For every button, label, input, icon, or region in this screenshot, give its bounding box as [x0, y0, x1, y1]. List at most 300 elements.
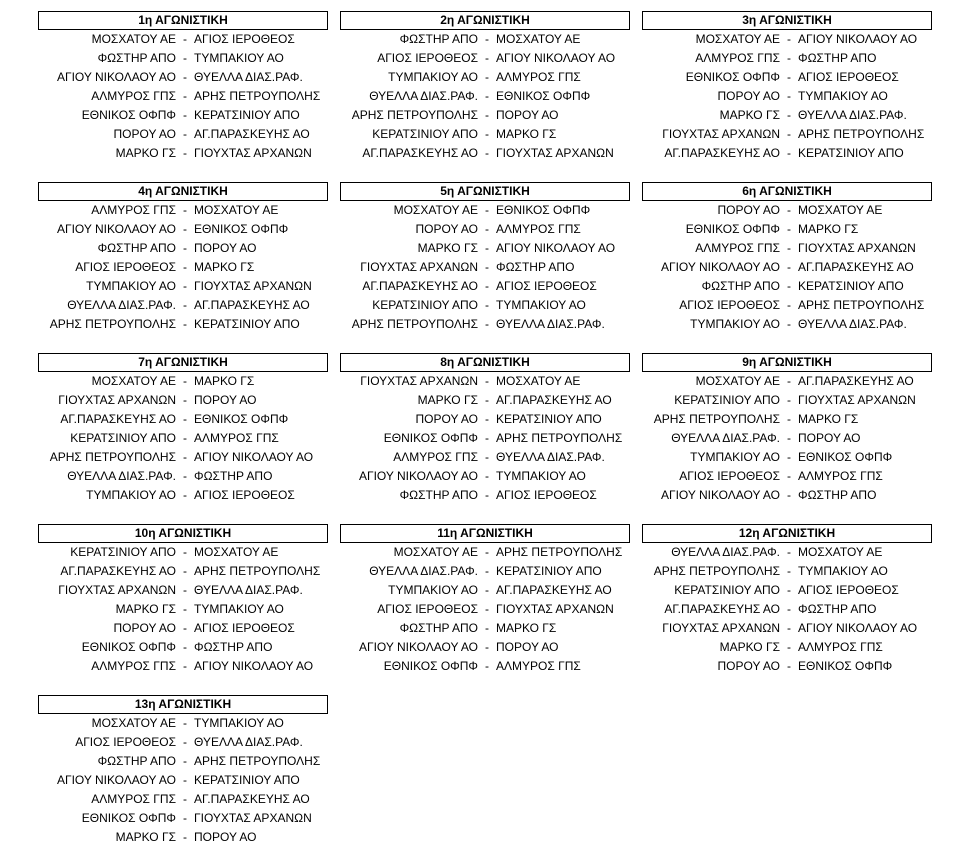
home-team: ΑΓΙΟΥ ΝΙΚΟΛΑΟΥ ΑΟ — [56, 222, 176, 236]
match-row — [340, 429, 630, 448]
match-row — [340, 657, 630, 676]
away-team: ΓΙΟΥΧΤΑΣ ΑΡΧΑΝΩΝ — [194, 279, 312, 293]
match-separator: - — [787, 127, 791, 141]
home-team: ΓΙΟΥΧΤΑΣ ΑΡΧΑΝΩΝ — [58, 393, 176, 407]
away-team: ΚΕΡΑΤΣΙΝΙΟΥ ΑΠΟ — [496, 412, 602, 426]
match-separator: - — [183, 830, 187, 844]
match-row — [642, 581, 932, 600]
match-row — [38, 239, 328, 258]
match-row — [38, 790, 328, 809]
home-team: ΕΘΝΙΚΟΣ ΟΦΠΦ — [685, 222, 780, 236]
match-separator: - — [485, 70, 489, 84]
away-team: ΜΟΣΧΑΤΟΥ ΑΕ — [496, 374, 581, 388]
away-team: ΓΙΟΥΧΤΑΣ ΑΡΧΑΝΩΝ — [194, 811, 312, 825]
match-separator: - — [787, 298, 791, 312]
match-row — [38, 581, 328, 600]
away-team: ΓΙΟΥΧΤΑΣ ΑΡΧΑΝΩΝ — [798, 241, 916, 255]
away-team: ΚΕΡΑΤΣΙΝΙΟΥ ΑΠΟ — [194, 317, 300, 331]
away-team: ΑΡΗΣ ΠΕΤΡΟΥΠΟΛΗΣ — [798, 298, 925, 312]
away-team: ΑΡΗΣ ΠΕΤΡΟΥΠΟΛΗΣ — [798, 127, 925, 141]
match-separator: - — [485, 374, 489, 388]
away-team: ΘΥΕΛΛΑ ΔΙΑΣ.ΡΑΦ. — [496, 450, 605, 464]
match-separator: - — [183, 241, 187, 255]
match-separator: - — [787, 450, 791, 464]
match-row — [38, 220, 328, 239]
away-team: ΑΓΙΟΥ ΝΙΚΟΛΑΟΥ ΑΟ — [194, 659, 314, 673]
away-team: ΕΘΝΙΚΟΣ ΟΦΠΦ — [496, 89, 591, 103]
match-row — [38, 296, 328, 315]
home-team: ΓΙΟΥΧΤΑΣ ΑΡΧΑΝΩΝ — [360, 374, 478, 388]
match-row — [38, 771, 328, 790]
away-team: ΤΥΜΠΑΚΙΟΥ ΑΟ — [496, 469, 586, 483]
away-team: ΑΓ.ΠΑΡΑΣΚΕΥΗΣ ΑΟ — [194, 127, 310, 141]
match-separator: - — [183, 773, 187, 787]
round-11 — [340, 524, 630, 676]
home-team: ΓΙΟΥΧΤΑΣ ΑΡΧΑΝΩΝ — [662, 621, 780, 635]
match-separator: - — [183, 298, 187, 312]
match-separator: - — [485, 450, 489, 464]
home-team: ΜΟΣΧΑΤΟΥ ΑΕ — [393, 203, 478, 217]
match-row — [642, 106, 932, 125]
away-team: ΑΓ.ΠΑΡΑΣΚΕΥΗΣ ΑΟ — [194, 792, 310, 806]
away-team: ΠΟΡΟΥ ΑΟ — [194, 241, 257, 255]
home-team: ΑΛΜΥΡΟΣ ΓΠΣ — [695, 51, 780, 65]
away-team: ΘΥΕΛΛΑ ΔΙΑΣ.ΡΑΦ. — [194, 70, 303, 84]
round-title: 13η ΑΓΩΝΙΣΤΙΚΗ — [38, 695, 328, 714]
match-row — [642, 201, 932, 220]
home-team: ΠΟΡΟΥ ΑΟ — [113, 127, 176, 141]
round-title: 6η ΑΓΩΝΙΣΤΙΚΗ — [642, 182, 932, 201]
away-team: ΑΓΙΟΥ ΝΙΚΟΛΑΟΥ ΑΟ — [798, 32, 918, 46]
match-row — [340, 562, 630, 581]
away-team: ΜΟΣΧΑΤΟΥ ΑΕ — [194, 545, 279, 559]
home-team: ΘΥΕΛΛΑ ΔΙΑΣ.ΡΑΦ. — [369, 564, 478, 578]
away-team: ΑΓΙΟΥ ΝΙΚΟΛΑΟΥ ΑΟ — [496, 51, 616, 65]
round-3 — [642, 11, 932, 163]
match-row — [340, 581, 630, 600]
match-separator: - — [183, 564, 187, 578]
round-2 — [340, 11, 630, 163]
match-separator: - — [787, 70, 791, 84]
away-team: ΦΩΣΤΗΡ ΑΠΟ — [194, 469, 273, 483]
match-separator: - — [787, 32, 791, 46]
away-team: ΑΓ.ΠΑΡΑΣΚΕΥΗΣ ΑΟ — [194, 298, 310, 312]
home-team: ΜΟΣΧΑΤΟΥ ΑΕ — [91, 374, 176, 388]
home-team: ΓΙΟΥΧΤΑΣ ΑΡΧΑΝΩΝ — [662, 127, 780, 141]
match-separator: - — [787, 488, 791, 502]
home-team: ΚΕΡΑΤΣΙΝΙΟΥ ΑΠΟ — [372, 298, 478, 312]
home-team: ΜΑΡΚΟ ΓΣ — [719, 108, 780, 122]
home-team: ΤΥΜΠΑΚΙΟΥ ΑΟ — [86, 279, 176, 293]
match-separator: - — [183, 203, 187, 217]
away-team: ΤΥΜΠΑΚΙΟΥ ΑΟ — [194, 716, 284, 730]
match-row — [340, 258, 630, 277]
home-team: ΜΟΣΧΑΤΟΥ ΑΕ — [695, 32, 780, 46]
away-team: ΘΥΕΛΛΑ ΔΙΑΣ.ΡΑΦ. — [194, 583, 303, 597]
home-team: ΑΡΗΣ ΠΕΤΡΟΥΠΟΛΗΣ — [49, 450, 176, 464]
match-separator: - — [183, 735, 187, 749]
home-team: ΤΥΜΠΑΚΙΟΥ ΑΟ — [86, 488, 176, 502]
home-team: ΕΘΝΙΚΟΣ ΟΦΠΦ — [81, 811, 176, 825]
match-row — [38, 87, 328, 106]
match-row — [642, 296, 932, 315]
round-1 — [38, 11, 328, 163]
home-team: ΦΩΣΤΗΡ ΑΠΟ — [97, 51, 176, 65]
home-team: ΚΕΡΑΤΣΙΝΙΟΥ ΑΠΟ — [372, 127, 478, 141]
match-row — [340, 239, 630, 258]
round-title: 4η ΑΓΩΝΙΣΤΙΚΗ — [38, 182, 328, 201]
home-team: ΘΥΕΛΛΑ ΔΙΑΣ.ΡΑΦ. — [671, 545, 780, 559]
match-row — [38, 315, 328, 334]
match-row — [642, 258, 932, 277]
match-row — [340, 391, 630, 410]
match-separator: - — [485, 621, 489, 635]
match-separator: - — [787, 412, 791, 426]
match-separator: - — [485, 583, 489, 597]
away-team: ΤΥΜΠΑΚΙΟΥ ΑΟ — [798, 89, 888, 103]
home-team: ΠΟΡΟΥ ΑΟ — [415, 412, 478, 426]
match-row — [38, 752, 328, 771]
away-team: ΑΓ.ΠΑΡΑΣΚΕΥΗΣ ΑΟ — [798, 260, 914, 274]
away-team: ΘΥΕΛΛΑ ΔΙΑΣ.ΡΑΦ. — [798, 317, 907, 331]
match-row — [642, 600, 932, 619]
home-team: ΚΕΡΑΤΣΙΝΙΟΥ ΑΠΟ — [674, 393, 780, 407]
match-separator: - — [183, 431, 187, 445]
match-row — [340, 600, 630, 619]
match-separator: - — [485, 659, 489, 673]
match-separator: - — [183, 127, 187, 141]
match-separator: - — [787, 51, 791, 65]
match-separator: - — [787, 659, 791, 673]
match-row — [340, 619, 630, 638]
away-team: ΑΓΙΟΥ ΝΙΚΟΛΑΟΥ ΑΟ — [194, 450, 314, 464]
away-team: ΑΡΗΣ ΠΕΤΡΟΥΠΟΛΗΣ — [194, 754, 321, 768]
away-team: ΜΟΣΧΑΤΟΥ ΑΕ — [496, 32, 581, 46]
home-team: ΕΘΝΙΚΟΣ ΟΦΠΦ — [383, 659, 478, 673]
away-team: ΚΕΡΑΤΣΙΝΙΟΥ ΑΠΟ — [798, 146, 904, 160]
round-7 — [38, 353, 328, 505]
home-team: ΑΡΗΣ ΠΕΤΡΟΥΠΟΛΗΣ — [49, 317, 176, 331]
home-team: ΤΥΜΠΑΚΙΟΥ ΑΟ — [690, 450, 780, 464]
away-team: ΘΥΕΛΛΑ ΔΙΑΣ.ΡΑΦ. — [496, 317, 605, 331]
home-team: ΕΘΝΙΚΟΣ ΟΦΠΦ — [81, 640, 176, 654]
match-separator: - — [485, 279, 489, 293]
match-separator: - — [183, 469, 187, 483]
home-team: ΜΟΣΧΑΤΟΥ ΑΕ — [393, 545, 478, 559]
away-team: ΦΩΣΤΗΡ ΑΠΟ — [496, 260, 575, 274]
match-separator: - — [787, 621, 791, 635]
home-team: ΦΩΣΤΗΡ ΑΠΟ — [97, 754, 176, 768]
away-team: ΜΑΡΚΟ ΓΣ — [798, 222, 859, 236]
match-separator: - — [183, 450, 187, 464]
match-separator: - — [183, 640, 187, 654]
match-row — [38, 657, 328, 676]
match-row — [642, 30, 932, 49]
away-team: ΤΥΜΠΑΚΙΟΥ ΑΟ — [496, 298, 586, 312]
match-separator: - — [787, 260, 791, 274]
away-team: ΑΡΗΣ ΠΕΤΡΟΥΠΟΛΗΣ — [496, 545, 623, 559]
away-team: ΑΓΙΟΣ ΙΕΡΟΘΕΟΣ — [798, 70, 899, 84]
match-row — [340, 277, 630, 296]
match-separator: - — [183, 32, 187, 46]
away-team: ΦΩΣΤΗΡ ΑΠΟ — [798, 602, 877, 616]
match-separator: - — [183, 754, 187, 768]
match-separator: - — [183, 602, 187, 616]
round-title: 8η ΑΓΩΝΙΣΤΙΚΗ — [340, 353, 630, 372]
match-separator: - — [485, 127, 489, 141]
match-separator: - — [787, 279, 791, 293]
round-4 — [38, 182, 328, 334]
match-separator: - — [485, 640, 489, 654]
home-team: ΑΓ.ΠΑΡΑΣΚΕΥΗΣ ΑΟ — [664, 146, 780, 160]
match-row — [38, 638, 328, 657]
match-separator: - — [485, 469, 489, 483]
match-row — [38, 733, 328, 752]
match-separator: - — [485, 89, 489, 103]
round-title: 3η ΑΓΩΝΙΣΤΙΚΗ — [642, 11, 932, 30]
home-team: ΠΟΡΟΥ ΑΟ — [717, 659, 780, 673]
away-team: ΕΘΝΙΚΟΣ ΟΦΠΦ — [798, 450, 893, 464]
match-separator: - — [787, 108, 791, 122]
match-row — [642, 638, 932, 657]
away-team: ΚΕΡΑΤΣΙΝΙΟΥ ΑΠΟ — [194, 773, 300, 787]
match-row — [38, 467, 328, 486]
match-row — [38, 600, 328, 619]
round-title: 9η ΑΓΩΝΙΣΤΙΚΗ — [642, 353, 932, 372]
home-team: ΕΘΝΙΚΟΣ ΟΦΠΦ — [685, 70, 780, 84]
home-team: ΠΟΡΟΥ ΑΟ — [717, 203, 780, 217]
match-separator: - — [183, 279, 187, 293]
away-team: ΑΛΜΥΡΟΣ ΓΠΣ — [496, 70, 581, 84]
match-row — [642, 410, 932, 429]
away-team: ΜΟΣΧΑΤΟΥ ΑΕ — [194, 203, 279, 217]
home-team: ΑΓΙΟΥ ΝΙΚΟΛΑΟΥ ΑΟ — [358, 469, 478, 483]
match-row — [642, 372, 932, 391]
match-row — [642, 239, 932, 258]
away-team: ΓΙΟΥΧΤΑΣ ΑΡΧΑΝΩΝ — [798, 393, 916, 407]
match-separator: - — [485, 545, 489, 559]
away-team: ΠΟΡΟΥ ΑΟ — [194, 830, 257, 844]
match-separator: - — [485, 32, 489, 46]
match-separator: - — [787, 374, 791, 388]
match-row — [642, 619, 932, 638]
match-row — [38, 391, 328, 410]
home-team: ΑΓΙΟΣ ΙΕΡΟΘΕΟΣ — [679, 298, 780, 312]
away-team: ΑΓΙΟΣ ΙΕΡΟΘΕΟΣ — [194, 621, 295, 635]
match-row — [340, 87, 630, 106]
match-separator: - — [183, 89, 187, 103]
match-row — [642, 68, 932, 87]
home-team: ΘΥΕΛΛΑ ΔΙΑΣ.ΡΑΦ. — [369, 89, 478, 103]
home-team: ΑΛΜΥΡΟΣ ΓΠΣ — [695, 241, 780, 255]
away-team: ΓΙΟΥΧΤΑΣ ΑΡΧΑΝΩΝ — [496, 146, 614, 160]
away-team: ΑΛΜΥΡΟΣ ΓΠΣ — [798, 469, 883, 483]
match-row — [642, 125, 932, 144]
match-separator: - — [485, 260, 489, 274]
match-separator: - — [183, 317, 187, 331]
home-team: ΑΛΜΥΡΟΣ ΓΠΣ — [91, 659, 176, 673]
match-separator: - — [485, 298, 489, 312]
match-separator: - — [485, 222, 489, 236]
round-6 — [642, 182, 932, 334]
away-team: ΑΓΙΟΣ ΙΕΡΟΘΕΟΣ — [496, 488, 597, 502]
match-separator: - — [183, 412, 187, 426]
home-team: ΠΟΡΟΥ ΑΟ — [415, 222, 478, 236]
round-title: 11η ΑΓΩΝΙΣΤΙΚΗ — [340, 524, 630, 543]
match-row — [38, 809, 328, 828]
match-row — [38, 828, 328, 847]
home-team: ΦΩΣΤΗΡ ΑΠΟ — [701, 279, 780, 293]
match-separator: - — [787, 564, 791, 578]
home-team: ΤΥΜΠΑΚΙΟΥ ΑΟ — [388, 583, 478, 597]
match-row — [642, 486, 932, 505]
round-title: 10η ΑΓΩΝΙΣΤΙΚΗ — [38, 524, 328, 543]
match-row — [340, 486, 630, 505]
match-separator: - — [485, 317, 489, 331]
away-team: ΦΩΣΤΗΡ ΑΠΟ — [798, 51, 877, 65]
match-separator: - — [183, 70, 187, 84]
home-team: ΜΟΣΧΑΤΟΥ ΑΕ — [695, 374, 780, 388]
away-team: ΠΟΡΟΥ ΑΟ — [496, 108, 559, 122]
match-separator: - — [485, 564, 489, 578]
home-team: ΑΡΗΣ ΠΕΤΡΟΥΠΟΛΗΣ — [351, 108, 478, 122]
home-team: ΓΙΟΥΧΤΑΣ ΑΡΧΑΝΩΝ — [58, 583, 176, 597]
away-team: ΤΥΜΠΑΚΙΟΥ ΑΟ — [194, 51, 284, 65]
match-separator: - — [787, 431, 791, 445]
match-row — [38, 49, 328, 68]
match-row — [38, 106, 328, 125]
away-team: ΑΡΗΣ ΠΕΤΡΟΥΠΟΛΗΣ — [194, 89, 321, 103]
match-row — [340, 125, 630, 144]
home-team: ΠΟΡΟΥ ΑΟ — [113, 621, 176, 635]
match-row — [642, 144, 932, 163]
away-team: ΑΛΜΥΡΟΣ ΓΠΣ — [496, 659, 581, 673]
round-title: 5η ΑΓΩΝΙΣΤΙΚΗ — [340, 182, 630, 201]
home-team: ΑΓΙΟΣ ΙΕΡΟΘΕΟΣ — [75, 260, 176, 274]
home-team: ΑΓΙΟΣ ΙΕΡΟΘΕΟΣ — [75, 735, 176, 749]
match-row — [38, 714, 328, 733]
match-row — [340, 543, 630, 562]
round-9 — [642, 353, 932, 505]
match-row — [340, 106, 630, 125]
home-team: ΘΥΕΛΛΑ ΔΙΑΣ.ΡΑΦ. — [67, 298, 176, 312]
match-separator: - — [787, 602, 791, 616]
home-team: ΦΩΣΤΗΡ ΑΠΟ — [399, 32, 478, 46]
home-team: ΚΕΡΑΤΣΙΝΙΟΥ ΑΠΟ — [674, 583, 780, 597]
home-team: ΚΕΡΑΤΣΙΝΙΟΥ ΑΠΟ — [70, 431, 176, 445]
away-team: ΑΓΙΟΣ ΙΕΡΟΘΕΟΣ — [496, 279, 597, 293]
home-team: ΓΙΟΥΧΤΑΣ ΑΡΧΑΝΩΝ — [360, 260, 478, 274]
match-separator: - — [183, 393, 187, 407]
match-row — [340, 201, 630, 220]
match-separator: - — [787, 203, 791, 217]
match-row — [642, 49, 932, 68]
home-team: ΑΓ.ΠΑΡΑΣΚΕΥΗΣ ΑΟ — [60, 412, 176, 426]
match-row — [38, 486, 328, 505]
home-team: ΑΛΜΥΡΟΣ ΓΠΣ — [91, 203, 176, 217]
home-team: ΑΓΙΟΥ ΝΙΚΟΛΑΟΥ ΑΟ — [56, 70, 176, 84]
match-row — [38, 201, 328, 220]
home-team: ΑΓΙΟΥ ΝΙΚΟΛΑΟΥ ΑΟ — [660, 260, 780, 274]
match-separator: - — [183, 146, 187, 160]
home-team: ΑΡΗΣ ΠΕΤΡΟΥΠΟΛΗΣ — [653, 412, 780, 426]
match-separator: - — [183, 260, 187, 274]
match-separator: - — [183, 488, 187, 502]
match-row — [38, 125, 328, 144]
match-row — [38, 562, 328, 581]
match-row — [340, 410, 630, 429]
home-team: ΑΓ.ΠΑΡΑΣΚΕΥΗΣ ΑΟ — [664, 602, 780, 616]
home-team: ΑΓ.ΠΑΡΑΣΚΕΥΗΣ ΑΟ — [362, 146, 478, 160]
away-team: ΑΓ.ΠΑΡΑΣΚΕΥΗΣ ΑΟ — [496, 583, 612, 597]
round-title: 7η ΑΓΩΝΙΣΤΙΚΗ — [38, 353, 328, 372]
away-team: ΠΟΡΟΥ ΑΟ — [496, 640, 559, 654]
away-team: ΑΓΙΟΣ ΙΕΡΟΘΕΟΣ — [194, 32, 295, 46]
match-row — [642, 277, 932, 296]
match-row — [38, 144, 328, 163]
home-team: ΑΓ.ΠΑΡΑΣΚΕΥΗΣ ΑΟ — [60, 564, 176, 578]
away-team: ΑΡΗΣ ΠΕΤΡΟΥΠΟΛΗΣ — [496, 431, 623, 445]
home-team: ΜΟΣΧΑΤΟΥ ΑΕ — [91, 32, 176, 46]
away-team: ΦΩΣΤΗΡ ΑΠΟ — [798, 488, 877, 502]
away-team: ΜΟΣΧΑΤΟΥ ΑΕ — [798, 203, 883, 217]
round-5 — [340, 182, 630, 334]
home-team: ΜΑΡΚΟ ΓΣ — [417, 393, 478, 407]
match-row — [642, 315, 932, 334]
home-team: ΑΓΙΟΥ ΝΙΚΟΛΑΟΥ ΑΟ — [358, 640, 478, 654]
home-team: ΜΟΣΧΑΤΟΥ ΑΕ — [91, 716, 176, 730]
match-separator: - — [183, 716, 187, 730]
home-team: ΑΛΜΥΡΟΣ ΓΠΣ — [393, 450, 478, 464]
home-team: ΜΑΡΚΟ ΓΣ — [115, 146, 176, 160]
match-separator: - — [787, 222, 791, 236]
away-team: ΜΑΡΚΟ ΓΣ — [194, 374, 255, 388]
home-team: ΤΥΜΠΑΚΙΟΥ ΑΟ — [690, 317, 780, 331]
match-row — [340, 315, 630, 334]
match-separator: - — [183, 51, 187, 65]
home-team: ΑΓΙΟΥ ΝΙΚΟΛΑΟΥ ΑΟ — [660, 488, 780, 502]
match-row — [642, 87, 932, 106]
away-team: ΕΘΝΙΚΟΣ ΟΦΠΦ — [798, 659, 893, 673]
away-team: ΚΕΡΑΤΣΙΝΙΟΥ ΑΠΟ — [194, 108, 300, 122]
home-team: ΑΓΙΟΣ ΙΕΡΟΘΕΟΣ — [377, 51, 478, 65]
match-row — [642, 391, 932, 410]
away-team: ΓΙΟΥΧΤΑΣ ΑΡΧΑΝΩΝ — [496, 602, 614, 616]
match-row — [38, 277, 328, 296]
match-row — [642, 220, 932, 239]
away-team: ΘΥΕΛΛΑ ΔΙΑΣ.ΡΑΦ. — [798, 108, 907, 122]
home-team: ΜΑΡΚΟ ΓΣ — [719, 640, 780, 654]
home-team: ΦΩΣΤΗΡ ΑΠΟ — [399, 621, 478, 635]
away-team: ΑΓ.ΠΑΡΑΣΚΕΥΗΣ ΑΟ — [496, 393, 612, 407]
match-separator: - — [787, 393, 791, 407]
away-team: ΑΛΜΥΡΟΣ ΓΠΣ — [194, 431, 279, 445]
match-separator: - — [183, 108, 187, 122]
match-row — [340, 220, 630, 239]
match-row — [38, 543, 328, 562]
away-team: ΑΓΙΟΥ ΝΙΚΟΛΑΟΥ ΑΟ — [798, 621, 918, 635]
match-separator: - — [183, 811, 187, 825]
away-team: ΜΑΡΚΟ ΓΣ — [496, 621, 557, 635]
match-row — [340, 296, 630, 315]
home-team: ΘΥΕΛΛΑ ΔΙΑΣ.ΡΑΦ. — [671, 431, 780, 445]
home-team: ΦΩΣΤΗΡ ΑΠΟ — [97, 241, 176, 255]
match-separator: - — [183, 792, 187, 806]
match-row — [642, 429, 932, 448]
match-separator: - — [485, 602, 489, 616]
away-team: ΘΥΕΛΛΑ ΔΙΑΣ.ΡΑΦ. — [194, 735, 303, 749]
away-team: ΑΓΙΟΥ ΝΙΚΟΛΑΟΥ ΑΟ — [496, 241, 616, 255]
